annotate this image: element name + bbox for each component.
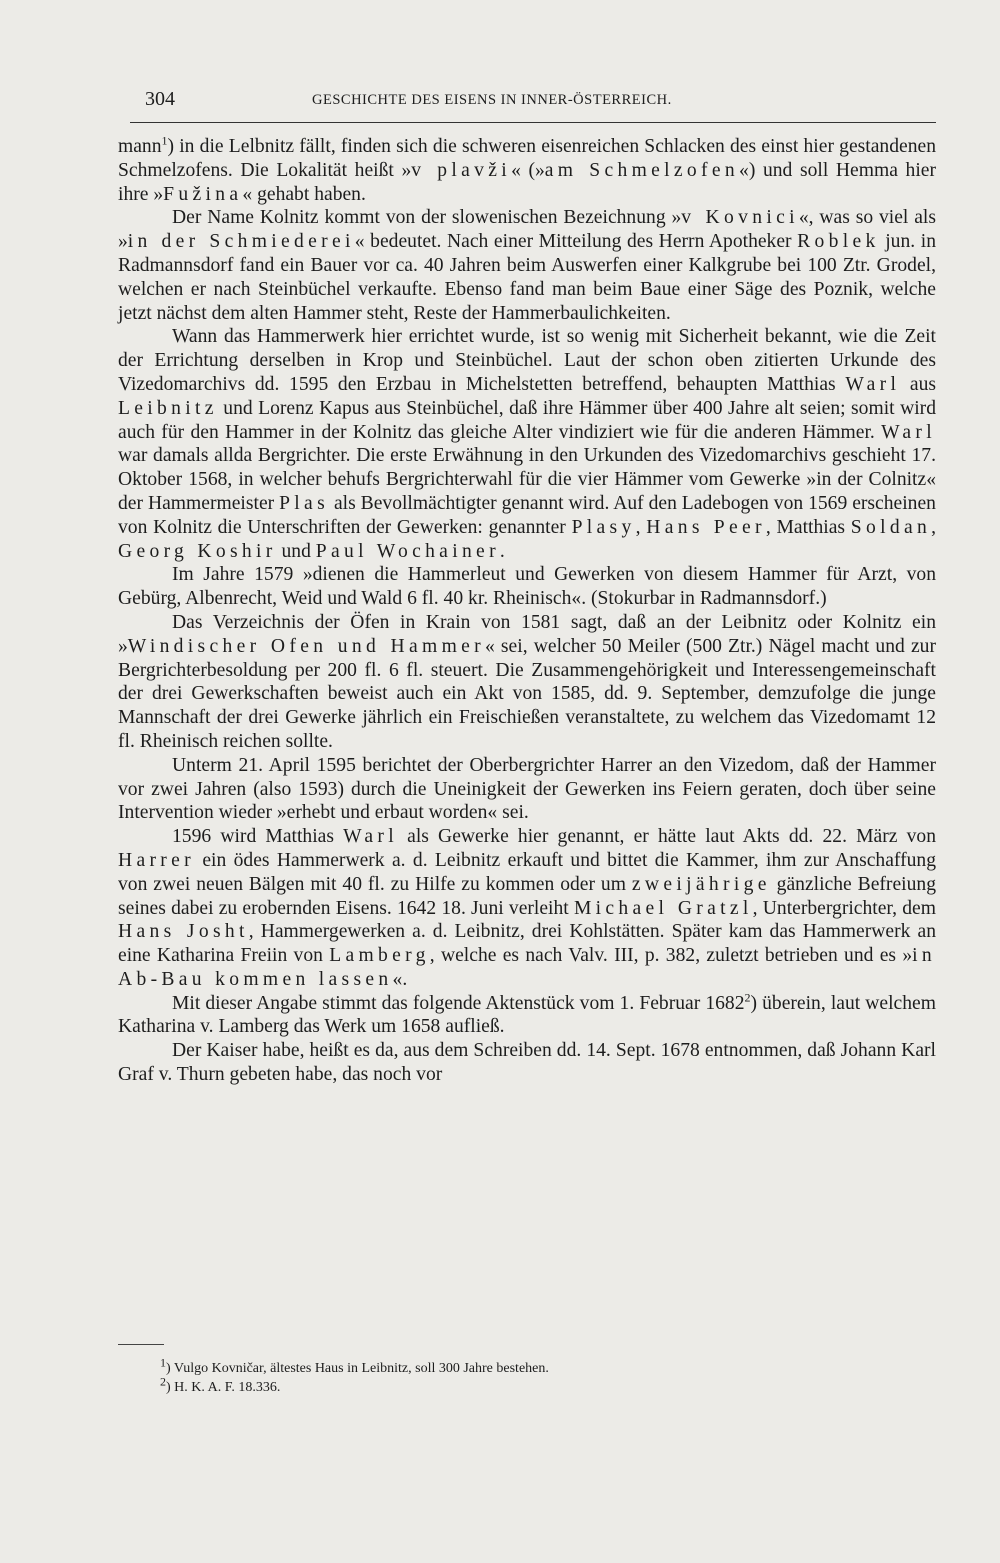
text-run: , welche es nach Valv. III, p. 382, zuletzt betrieben und es » bbox=[429, 945, 913, 967]
text-run: ) überein, laut welchem Katharina v. Lamberg das Werk um 1658 aufließ. bbox=[118, 992, 936, 1038]
spaced-emphasis: Warl bbox=[845, 373, 901, 395]
spaced-emphasis: Warl bbox=[881, 421, 936, 443]
footnotes bbox=[160, 1355, 880, 1397]
text-run: Wann das Hammerwerk hier errichtet wurde, ist so wenig mit Sicherheit bekannt, wie die Zeit der Errichtung derselben in Krop und Steinbüchel. Laut der schon oben zitierten Urkunde des Vizedomarchivs dd. 1595 den Erzbau in Michelstetten betreffend, behaupten Matthias bbox=[118, 326, 936, 395]
footnote-mark-paren: ) bbox=[166, 1361, 174, 1376]
text-run: als Bevollmächtigter genannt wird. Auf den Ladebogen von 1569 erscheinen von Kolnitz die Unterschriften der Gewerken: genannter bbox=[118, 492, 936, 538]
spaced-emphasis: zweijährige bbox=[631, 873, 771, 895]
spaced-emphasis: Plas bbox=[279, 492, 330, 514]
spaced-emphasis: in Ab-Bau kommen lassen bbox=[118, 945, 937, 990]
text-run: « gehabt haben. bbox=[242, 183, 366, 205]
footnote-reference: 1 bbox=[161, 133, 168, 148]
text-run: Das Verzeichnis der Öfen in Krain von 1581 sagt, daß an der Leibnitz oder Kolnitz ein » bbox=[118, 611, 936, 657]
spaced-emphasis: Plasy bbox=[571, 516, 636, 538]
spaced-emphasis: Fužina bbox=[163, 183, 243, 205]
text-run: . bbox=[499, 540, 505, 562]
footnote-mark-paren: ) bbox=[166, 1379, 175, 1395]
paragraph bbox=[118, 135, 936, 206]
footnote bbox=[160, 1355, 880, 1379]
text-run: « bedeutet. Nach einer Mitteilung des Herrn Apotheker bbox=[354, 231, 798, 253]
paragraph bbox=[118, 1039, 936, 1087]
text-run: und Lorenz Kapus aus Steinbüchel, daß ihre Hämmer über 400 Jahre alt seien; somit wird auch für den Hammer in der Kolnitz das gleiche Alter vindiziert wie für die anderen Hämmer. bbox=[118, 397, 936, 443]
spaced-emphasis: Harrer bbox=[118, 849, 195, 871]
spaced-emphasis: in der Schmiederei bbox=[127, 231, 355, 253]
spaced-emphasis: Hans Josht bbox=[118, 921, 249, 943]
header-rule bbox=[130, 122, 936, 123]
text-run: Der Kaiser habe, heißt es da, aus dem Schreiben dd. 14. Sept. 1678 entnommen, daß Johann Karl Graf v. Thurn gebeten habe, das noch vor bbox=[118, 1040, 936, 1086]
footnote-text: H. K. A. F. 18.336. bbox=[174, 1379, 281, 1395]
paragraph bbox=[118, 563, 936, 611]
spaced-emphasis: Leibnitz bbox=[118, 397, 218, 419]
spaced-emphasis: Soldan bbox=[850, 516, 932, 538]
footnote-mark: 1 bbox=[160, 1355, 166, 1370]
text-run: Im Jahre 1579 »dienen die Hammerleut und Gewerken von diesem Hammer für Arzt, von Gebürg, Albenrecht, Weid und Wald 6 fl. 40 kr. Rheinisch«. (Stokurbar in Radmannsdorf.) bbox=[118, 564, 936, 610]
page-header bbox=[140, 88, 936, 116]
footnote-text: Vulgo Kovničar, ältestes Haus in Leibnitz, soll 300 Jahre bestehen. bbox=[173, 1361, 549, 1376]
text-run: ein ödes Hammerwerk a. d. Leibnitz erkauft und bittet die Kammer, ihm zur Anschaffung von zwei neuen Bälgen mit 40 fl. zu Hilfe zu kommen oder um bbox=[118, 849, 936, 895]
paragraph bbox=[118, 325, 936, 563]
text-run: ) in die Lelbnitz fällt, finden sich die schweren eisenreichen Schlacken des einst hier gestandenen Schmelzofens. Die Lokalität heißt » bbox=[118, 136, 936, 181]
paragraph bbox=[118, 611, 936, 754]
footnote-reference: 2 bbox=[744, 990, 751, 1005]
text-run: «) und soll Hemma hier ihre » bbox=[118, 159, 936, 205]
footnote-mark: 2 bbox=[160, 1373, 166, 1388]
spaced-emphasis: Georg Koshir bbox=[118, 540, 277, 562]
spaced-emphasis: Michael Gratzl bbox=[573, 897, 753, 919]
text-run: als Gewerke hier genannt, er hätte laut Akts dd. 22. März von bbox=[397, 826, 936, 848]
spaced-emphasis: Windischer Ofen und Hammer bbox=[127, 635, 485, 657]
spaced-emphasis: Paul Wochainer bbox=[315, 540, 500, 562]
text-run: jun. in Radmannsdorf fand ein Bauer vor ca. 40 Jahren beim Auswerfen einer Kalkgrube bei 100 Ztr. Grodel, welchen er nach Steinbüchel verkaufte. Ebenso fand man beim Baue einer Säge des Poznik, welche jetzt nächst dem alten Hammer steht, Reste der Hammerbaulichkeiten. bbox=[118, 231, 936, 324]
text-run: , Unterbergrichter, dem bbox=[752, 897, 936, 919]
body-text bbox=[118, 135, 936, 1087]
paragraph bbox=[118, 206, 936, 325]
spaced-emphasis: Hans Peer bbox=[646, 516, 766, 538]
paragraph bbox=[118, 992, 936, 1040]
spaced-emphasis: v plavži bbox=[411, 159, 512, 181]
text-run: gänzliche Befreiung seines dabei zu erobernden Eisens. 1642 18. Juni verleiht bbox=[118, 873, 936, 919]
text-run: «, was so viel als » bbox=[118, 207, 936, 253]
text-run: « (» bbox=[511, 159, 545, 181]
spaced-emphasis: v Kovnici bbox=[681, 207, 799, 229]
text-run: Unterm 21. April 1595 berichtet der Oberbergrichter Harrer an den Vizedom, daß der Hammer vor zwei Jahren (also 1593) durch die Uneinigkeit der Gewerken ins Feiern geraten, doch über seine Intervention wieder »erhebt und erbaut worden« sei. bbox=[118, 754, 936, 824]
text-run: 1596 wird Matthias bbox=[172, 826, 344, 848]
text-run: Der Name Kolnitz kommt von der slowenischen Bezeichnung » bbox=[172, 207, 682, 229]
running-head: GESCHICHTE DES EISENS IN INNER-ÖSTERREICH. bbox=[312, 92, 672, 108]
page-number: 304 bbox=[145, 88, 175, 110]
spaced-emphasis: Warl bbox=[343, 826, 398, 848]
text-run: «. bbox=[392, 968, 408, 990]
spaced-emphasis: am Schmelzofen bbox=[544, 159, 740, 181]
text-run: mann bbox=[118, 136, 162, 157]
text-run: aus bbox=[900, 373, 936, 395]
text-run: war damals allda Bergrichter. Die erste Erwähnung in den Urkunden des Vizedomarchivs geschieht 17. Oktober 1568, in welcher behufs Bergrichterwahl für die vier Hämmer vom Gewerke »in der Colnitz« der Hammermeister bbox=[118, 445, 936, 514]
text-run: und bbox=[276, 540, 316, 562]
spaced-emphasis: Lamberg bbox=[329, 945, 430, 967]
text-run: « sei, welcher 50 Meiler (500 Ztr.) Nägel macht und zur Bergrichterbesoldung per 200 fl. 6 fl. steuert. Die Zusammengehörigkeit und Interessengemeinschaft der drei Gewerkschaften beweist auch ein Akt von 1585, dd. 9. September, demzufolge die junge Mannschaft der drei Gewerke jährlich ein Freischießen veranstaltete, zu welchem das Vizedomamt 12 fl. Rheinisch reichen sollte. bbox=[118, 635, 936, 752]
text-run: , Matthias bbox=[765, 516, 851, 538]
paragraph bbox=[118, 754, 936, 825]
text-run: , bbox=[635, 516, 647, 538]
text-run: , bbox=[931, 516, 936, 538]
text-run: , Hammergewerken a. d. Leibnitz, drei Kohlstätten. Später kam das Hammerwerk an eine Katharina Freiin von bbox=[118, 921, 936, 967]
spaced-emphasis: Roblek bbox=[797, 231, 880, 253]
paragraph bbox=[118, 825, 936, 992]
text-run: Mit dieser Angabe stimmt das folgende Aktenstück vom 1. Februar 1682 bbox=[172, 992, 745, 1014]
footnote-rule bbox=[118, 1344, 164, 1345]
footnote bbox=[160, 1373, 880, 1398]
